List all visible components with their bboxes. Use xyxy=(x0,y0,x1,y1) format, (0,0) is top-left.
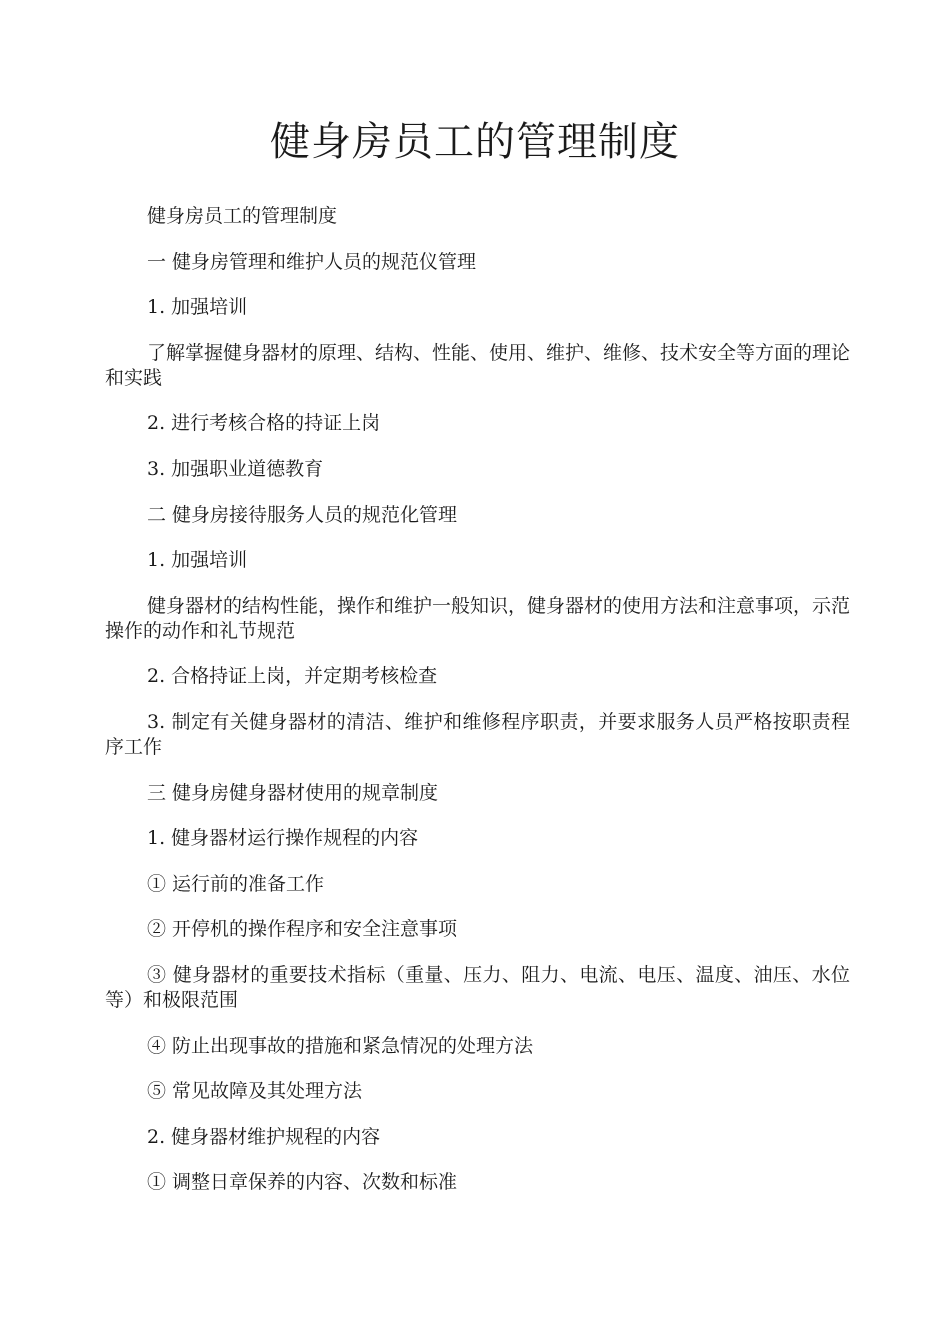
list-item: ⑤ 常见故障及其处理方法 xyxy=(147,1080,363,1103)
list-item: 1. 加强培训 xyxy=(147,549,248,572)
list-item: 2. 健身器材维护规程的内容 xyxy=(147,1125,381,1148)
document-body xyxy=(105,204,850,1195)
list-item: ④ 防止出现事故的措施和紧急情况的处理方法 xyxy=(147,1034,534,1057)
list-item: ① 调整日章保养的内容、次数和标准 xyxy=(147,1171,458,1194)
list-item: ① 运行前的准备工作 xyxy=(147,872,325,895)
list-item: 2. 进行考核合格的持证上岗 xyxy=(147,412,381,435)
list-item: ② 开停机的操作程序和安全注意事项 xyxy=(147,918,458,941)
section-heading-2: 二 健身房接待服务人员的规范化管理 xyxy=(147,503,458,526)
list-item: 1. 加强培训 xyxy=(147,296,248,319)
list-item: 3. 加强职业道德教育 xyxy=(147,457,324,480)
list-item: 2. 合格持证上岗，并定期考核检查 xyxy=(147,665,438,688)
document-title: 健身房员工的管理制度 xyxy=(270,119,680,165)
paragraph-subtitle: 健身房员工的管理制度 xyxy=(147,205,338,227)
section-heading-1: 一 健身房管理和维护人员的规范仪管理 xyxy=(147,250,477,273)
list-item: 1. 健身器材运行操作规程的内容 xyxy=(147,827,419,850)
section-heading-3: 三 健身房健身器材使用的规章制度 xyxy=(147,781,439,804)
list-item: ③ 健身器材的重要技术指标（重量、压力、阻力、电流、电压、温度、油压、水位等）和极限范围 xyxy=(105,963,850,1011)
paragraph: 了解掌握健身器材的原理、结构、性能、使用、维护、维修、技术安全等方面的理论和实践 xyxy=(105,341,851,389)
paragraph: 健身器材的结构性能，操作和维护一般知识，健身器材的使用方法和注意事项，示范操作的动作和礼节规范 xyxy=(105,594,851,642)
list-item: 3. 制定有关健身器材的清洁、维护和维修程序职责，并要求服务人员严格按职责程序工作 xyxy=(105,710,850,758)
